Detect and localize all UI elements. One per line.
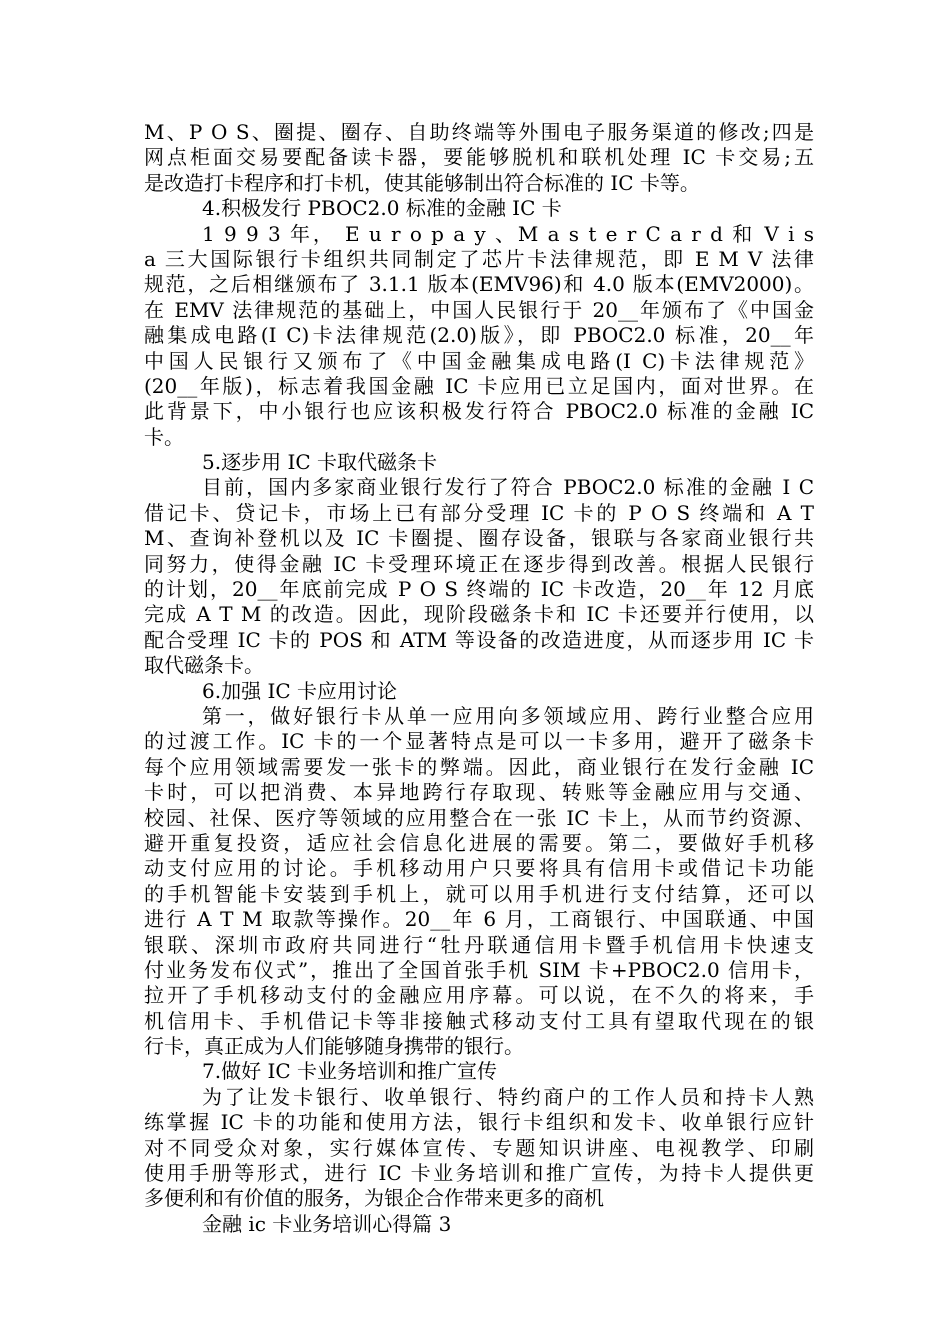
text-line: 的手机智能卡安装到手机上，就可以用手机进行支付结算，还可以: [144, 881, 814, 906]
text-line: 配合受理 IC 卡的 POS 和 ATM 等设备的改造进度，从而逐步用 IC 卡: [144, 627, 814, 652]
text-line: 机信用卡、手机借记卡等非接触式移动支付工具有望取代现在的银: [144, 1008, 814, 1033]
text-line: 卡时，可以把消费、本异地跨行存取现、转账等金融应用与交通、: [144, 780, 814, 805]
text-line: 付业务发布仪式”，推出了全国首张手机 SIM 卡+PBOC2.0 信用卡，: [144, 957, 814, 982]
text-line: 融集成电路(I C)卡法律规范(2.0)版》，即 PBOC2.0 标准，20__年: [144, 323, 814, 348]
text-line: 多便利和有价值的服务，为银企合作带来更多的商机: [144, 1186, 604, 1211]
section-heading: 4.积极发行 PBOC2.0 标准的金融 IC 卡: [202, 196, 562, 221]
text-line: 卡。: [144, 424, 184, 449]
text-line: 拉开了手机移动支付的金融应用序幕。可以说，在不久的将来，手: [144, 983, 814, 1008]
section-heading: 金融 ic 卡业务培训心得篇 3: [202, 1211, 452, 1236]
text-line: 进行 A T M 取款等操作。20__年 6 月，工商银行、中国联通、中国: [144, 907, 814, 932]
document-body: [144, 120, 814, 1237]
text-line: 1 9 9 3 年， E u r o p a y 、M a s t e r C a r d 和 V i s: [202, 221, 814, 246]
text-line: 规范，之后相继颁布了 3.1.1 版本(EMV96)和 4.0 版本(EMV2000)。: [144, 272, 814, 297]
text-line: 取代磁条卡。: [144, 653, 264, 678]
text-line: 动支付应用的讨论。手机移动用户只要将具有信用卡或借记卡功能: [144, 856, 814, 881]
text-line: 第一，做好银行卡从单一应用向多领域应用、跨行业整合应用: [202, 703, 814, 728]
text-line: 在 EMV 法律规范的基础上，中国人民银行于 20__年颁布了《中国金: [144, 297, 814, 322]
text-line: a 三大国际银行卡组织共同制定了芯片卡法律规范，即 E M V 法律: [144, 246, 814, 271]
text-line: 使用手册等形式，进行 IC 卡业务培训和推广宣传，为持卡人提供更: [144, 1161, 814, 1186]
text-line: 为了让发卡银行、收单银行、特约商户的工作人员和持卡人熟: [202, 1084, 814, 1109]
text-line: 完成 A T M 的改造。因此，现阶段磁条卡和 IC 卡还要并行使用，以: [144, 602, 814, 627]
text-line: 中国人民银行又颁布了《中国金融集成电路(I C)卡法律规范》: [144, 348, 814, 373]
text-line: 对不同受众对象，实行媒体宣传、专题知识讲座、电视教学、印刷: [144, 1135, 814, 1160]
text-line: M、查询补登机以及 IC 卡圈提、圈存设备，银联与各家商业银行共: [144, 526, 814, 551]
text-line: 避开重复投资，适应社会信息化进展的需要。第二，要做好手机移: [144, 830, 814, 855]
text-line: 同努力，使得金融 IC 卡受理环境正在逐步得到改善。根据人民银行: [144, 551, 814, 576]
text-line: 借记卡、贷记卡，市场上已有部分受理 IC 卡的 P O S 终端和 A T: [144, 500, 814, 525]
text-line: 每个应用领域需要发一张卡的弊端。因此，商业银行在发行金融 IC: [144, 754, 814, 779]
section-heading: 6.加强 IC 卡应用讨论: [202, 678, 397, 703]
text-line: 此背景下，中小银行也应该积极发行符合 PBOC2.0 标准的金融 IC: [144, 399, 814, 424]
text-line: 是改造打卡程序和打卡机，使其能够制出符合标准的 IC 卡等。: [144, 170, 700, 195]
text-line: 目前，国内多家商业银行发行了符合 PBOC2.0 标准的金融 I C: [202, 475, 814, 500]
text-line: 银联、深圳市政府共同进行“牡丹联通信用卡暨手机信用卡快速支: [144, 932, 814, 957]
text-line: 的计划，20__年底前完成 P O S 终端的 IC 卡改造，20__年 12 月底: [144, 577, 814, 602]
text-line: 行卡，真正成为人们能够随身携带的银行。: [144, 1034, 524, 1059]
text-line: 网点柜面交易要配备读卡器，要能够脱机和联机处理 IC 卡交易;五: [144, 145, 814, 170]
text-line: (20__年版)，标志着我国金融 IC 卡应用已立足国内，面对世界。在: [144, 373, 814, 398]
text-line: M、P O S、圈提、圈存、自助终端等外围电子服务渠道的修改;四是: [144, 120, 814, 144]
text-line: 练掌握 IC 卡的功能和使用方法，银行卡组织和发卡、收单银行应针: [144, 1110, 814, 1135]
text-line: 校园、社保、医疗等领域的应用整合在一张 IC 卡上，从而节约资源、: [144, 805, 814, 830]
section-heading: 5.逐步用 IC 卡取代磁条卡: [202, 450, 437, 475]
section-heading: 7.做好 IC 卡业务培训和推广宣传: [202, 1059, 497, 1084]
text-line: 的过渡工作。IC 卡的一个显著特点是可以一卡多用，避开了磁条卡: [144, 729, 814, 754]
